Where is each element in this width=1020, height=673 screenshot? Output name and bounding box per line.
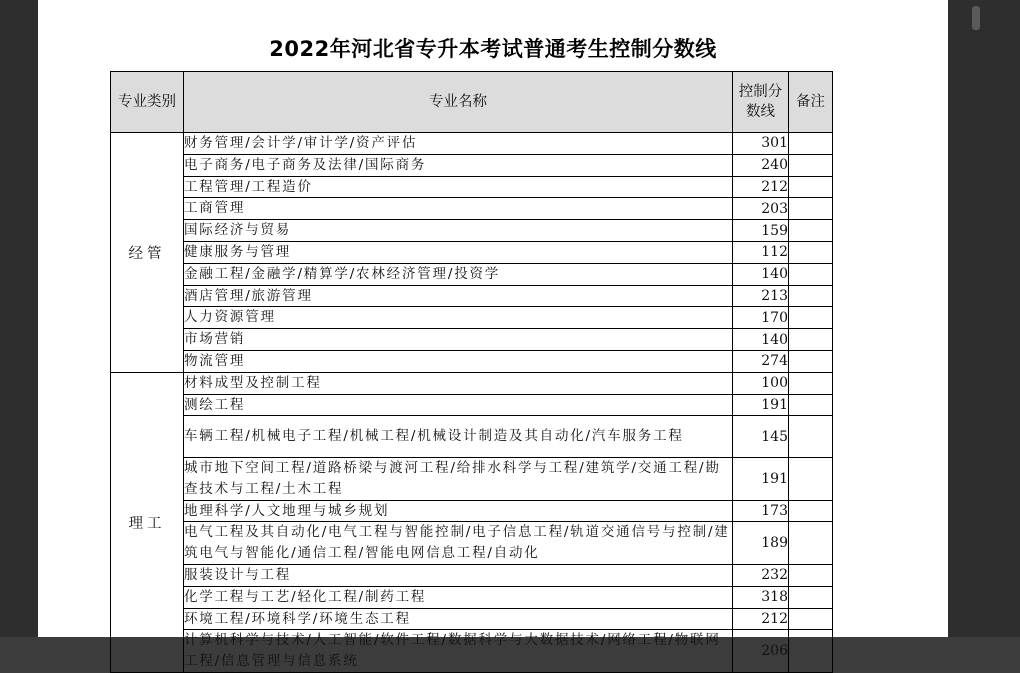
table-row bbox=[111, 394, 833, 416]
major-cell: 电子商务/电子商务及法律/国际商务 bbox=[184, 154, 733, 176]
score-cell: 145 bbox=[733, 416, 789, 458]
note-cell bbox=[789, 394, 833, 416]
score-cell: 173 bbox=[733, 500, 789, 522]
note-cell bbox=[789, 500, 833, 522]
major-cell: 金融工程/金融学/精算学/农林经济管理/投资学 bbox=[184, 263, 733, 285]
table-row bbox=[111, 220, 833, 242]
viewer-right-margin bbox=[948, 0, 1020, 637]
score-cell: 318 bbox=[733, 586, 789, 608]
major-cell: 健康服务与管理 bbox=[184, 241, 733, 263]
table-row bbox=[111, 350, 833, 372]
major-cell: 工商管理 bbox=[184, 198, 733, 220]
score-table bbox=[110, 71, 833, 673]
table-row bbox=[111, 263, 833, 285]
score-cell: 140 bbox=[733, 263, 789, 285]
scrollbar-thumb[interactable] bbox=[972, 6, 980, 30]
score-cell: 159 bbox=[733, 220, 789, 242]
table-row bbox=[111, 154, 833, 176]
note-cell bbox=[789, 307, 833, 329]
note-cell bbox=[789, 263, 833, 285]
score-cell: 203 bbox=[733, 198, 789, 220]
note-cell bbox=[789, 630, 833, 673]
major-cell: 工程管理/工程造价 bbox=[184, 176, 733, 198]
header-category: 专业类别 bbox=[111, 72, 184, 133]
major-cell: 地理科学/人文地理与城乡规划 bbox=[184, 500, 733, 522]
table-row bbox=[111, 457, 833, 500]
major-cell: 服装设计与工程 bbox=[184, 564, 733, 586]
score-cell: 206 bbox=[733, 630, 789, 673]
score-cell: 212 bbox=[733, 608, 789, 630]
table-row bbox=[111, 608, 833, 630]
major-cell: 城市地下空间工程/道路桥梁与渡河工程/给排水科学与工程/建筑学/交通工程/勘查技术与工程/土木工程 bbox=[184, 457, 733, 500]
table-row bbox=[111, 176, 833, 198]
note-cell bbox=[789, 416, 833, 458]
table-row bbox=[111, 285, 833, 307]
table-row bbox=[111, 372, 833, 394]
major-cell: 人力资源管理 bbox=[184, 307, 733, 329]
table-row bbox=[111, 329, 833, 351]
note-cell bbox=[789, 608, 833, 630]
score-cell: 301 bbox=[733, 133, 789, 155]
note-cell bbox=[789, 198, 833, 220]
note-cell bbox=[789, 220, 833, 242]
note-cell bbox=[789, 564, 833, 586]
major-cell: 材料成型及控制工程 bbox=[184, 372, 733, 394]
score-cell: 240 bbox=[733, 154, 789, 176]
table-row bbox=[111, 416, 833, 458]
page-title: 2022年河北省专升本考试普通考生控制分数线 bbox=[269, 37, 717, 61]
note-cell bbox=[789, 241, 833, 263]
table-row bbox=[111, 198, 833, 220]
scrollbar[interactable] bbox=[958, 0, 1010, 637]
major-cell: 测绘工程 bbox=[184, 394, 733, 416]
note-cell bbox=[789, 285, 833, 307]
table-row bbox=[111, 564, 833, 586]
note-cell bbox=[789, 133, 833, 155]
major-cell: 物流管理 bbox=[184, 350, 733, 372]
note-cell bbox=[789, 522, 833, 565]
score-cell: 191 bbox=[733, 457, 789, 500]
major-cell: 化学工程与工艺/轻化工程/制药工程 bbox=[184, 586, 733, 608]
table-row bbox=[111, 522, 833, 565]
note-cell bbox=[789, 372, 833, 394]
table-header-row bbox=[111, 72, 833, 133]
table-row bbox=[111, 500, 833, 522]
note-cell bbox=[789, 350, 833, 372]
score-cell: 212 bbox=[733, 176, 789, 198]
score-cell: 140 bbox=[733, 329, 789, 351]
score-cell: 170 bbox=[733, 307, 789, 329]
major-cell: 国际经济与贸易 bbox=[184, 220, 733, 242]
note-cell bbox=[789, 176, 833, 198]
score-cell: 189 bbox=[733, 522, 789, 565]
note-cell bbox=[789, 457, 833, 500]
table-row bbox=[111, 307, 833, 329]
major-cell: 车辆工程/机械电子工程/机械工程/机械设计制造及其自动化/汽车服务工程 bbox=[184, 416, 733, 458]
major-cell: 计算机科学与技术/人工智能/软件工程/数据科学与大数据技术/网络工程/物联网工程/信息管理与信息系统 bbox=[184, 630, 733, 673]
score-cell: 274 bbox=[733, 350, 789, 372]
major-cell: 电气工程及其自动化/电气工程与智能控制/电子信息工程/轨道交通信号与控制/建筑电气与智能化/通信工程/智能电网信息工程/自动化 bbox=[184, 522, 733, 565]
score-cell: 232 bbox=[733, 564, 789, 586]
table-row bbox=[111, 133, 833, 155]
note-cell bbox=[789, 154, 833, 176]
header-score: 控制分数线 bbox=[733, 72, 789, 133]
table-row bbox=[111, 586, 833, 608]
note-cell bbox=[789, 586, 833, 608]
header-major: 专业名称 bbox=[184, 72, 733, 133]
major-cell: 财务管理/会计学/审计学/资产评估 bbox=[184, 133, 733, 155]
note-cell bbox=[789, 329, 833, 351]
table-row bbox=[111, 630, 833, 673]
category-cell: 理工 bbox=[111, 372, 184, 672]
major-cell: 酒店管理/旅游管理 bbox=[184, 285, 733, 307]
category-cell: 经管 bbox=[111, 133, 184, 373]
major-cell: 环境工程/环境科学/环境生态工程 bbox=[184, 608, 733, 630]
viewer-left-margin bbox=[0, 0, 38, 637]
score-cell: 213 bbox=[733, 285, 789, 307]
score-cell: 191 bbox=[733, 394, 789, 416]
major-cell: 市场营销 bbox=[184, 329, 733, 351]
table-row bbox=[111, 241, 833, 263]
score-cell: 112 bbox=[733, 241, 789, 263]
header-note: 备注 bbox=[789, 72, 833, 133]
document-page bbox=[38, 0, 948, 670]
score-cell: 100 bbox=[733, 372, 789, 394]
